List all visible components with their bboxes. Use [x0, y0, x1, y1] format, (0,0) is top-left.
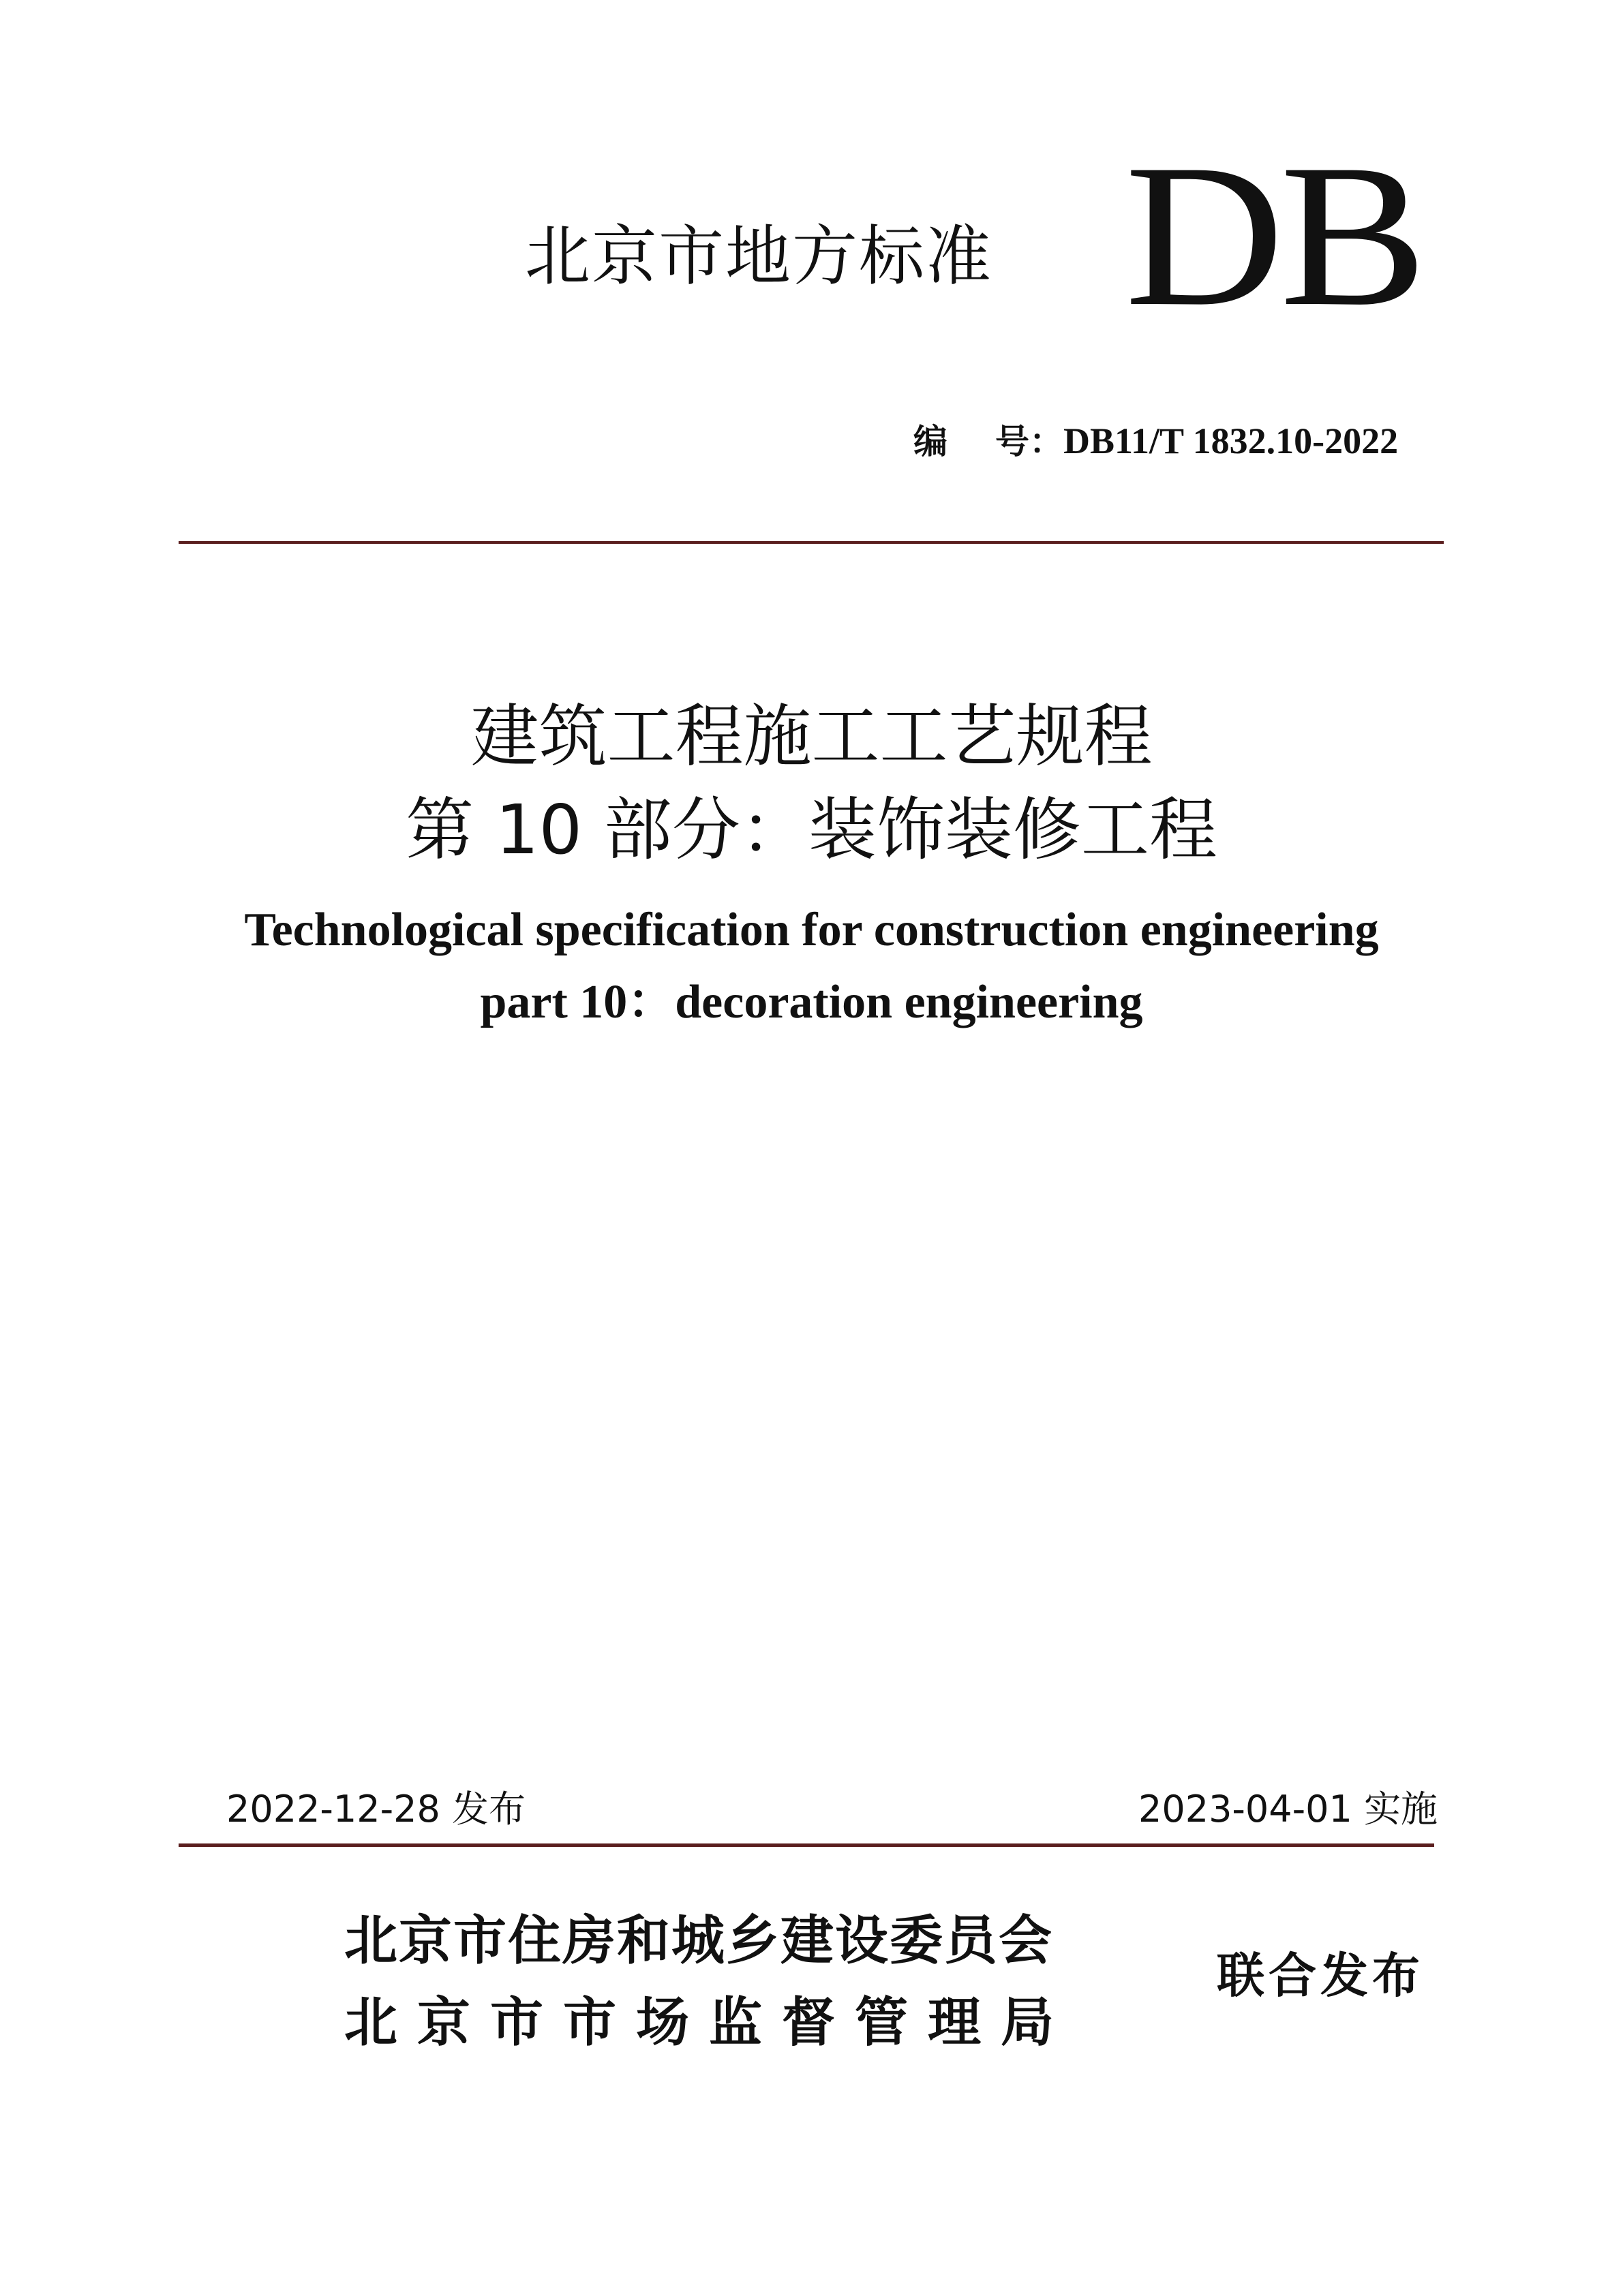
issuer-line2: 北京市市场监督管理局	[344, 1992, 1074, 2053]
standard-number-label-main: 编	[913, 422, 947, 461]
title-en-line1: Technological specification for construction engineering	[244, 904, 1379, 956]
standard-number	[913, 414, 1398, 463]
db-logo: DB	[1125, 122, 1423, 348]
standard-number-label-tail: 号：	[995, 422, 1063, 461]
standard-number-value: DB11/T 1832.10-2022	[1063, 420, 1399, 461]
top-divider	[179, 541, 1444, 544]
implementation-date: 2023-04-01 实施	[1138, 1788, 1438, 1831]
standard-type-label: 北京市地方标准	[525, 218, 992, 294]
joint-release-label: 联合发布	[1217, 1948, 1424, 2004]
title-cn-line1: 建筑工程施工工艺规程	[470, 697, 1153, 776]
issue-date: 2022-12-28 发布	[226, 1788, 526, 1831]
title-en-line2: part 10：decoration engineering	[480, 976, 1143, 1028]
bottom-divider	[179, 1843, 1434, 1847]
issuer-line1: 北京市住房和城乡建设委员会	[344, 1910, 1054, 1972]
title-cn-line2: 第 10 部分：装饰装修工程	[406, 790, 1217, 870]
